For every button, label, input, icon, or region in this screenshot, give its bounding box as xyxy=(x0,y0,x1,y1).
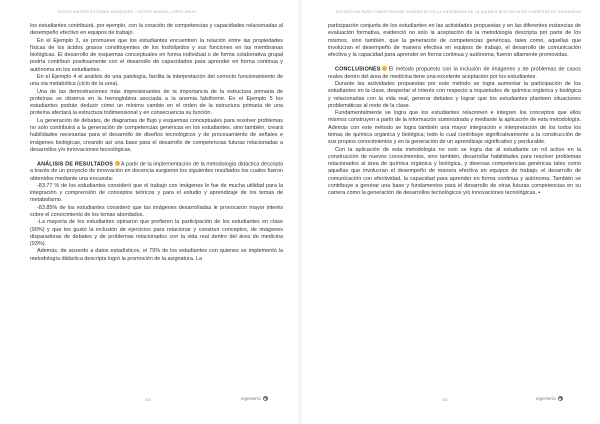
yellow-circle-icon xyxy=(382,66,387,71)
section-lead-text: El método propuesto con la inclusión de imágenes y de problemas de casos reales dentro del área de medicina tiene una excelente aceptación por los estudiantes. xyxy=(328,66,581,80)
right-page xyxy=(300,0,600,424)
left-page-number: 000 xyxy=(145,398,151,402)
right-body-text xyxy=(328,23,581,197)
body-paragraph: La generación de debates, de diagramas de flujo y esquemas conceptuales para resolver problemas no solo contribuirá a la generación de competencias genéricas en los estudiantes, sino también, creará habilidades necesarias para el desarrollo de diseños tecnológicos y de procesamiento de señales e imágenes biológicas, creando así una base para el desarrollo de competencias futuras relacionadas a desarrollos y/o innovaciones tecnológicas. xyxy=(30,117,283,153)
section-paragraph-conclusiones xyxy=(328,66,581,81)
body-paragraph: Además, de acuerdo a datos estadísticos, el 79% de los estudiantes con quienes se implementó la metodología didáctica descripta logró la promoción de la asignatura. La xyxy=(30,248,283,262)
body-paragraph: En el Ejemplo 3, se promueve que los estudiantes encuentren la relación entre las propiedades físicas de los ácidos grasos constituyentes de los fosfolípidos y sus funciones en las membranas biológicas. El desarrollo de esquemas conceptuales en forma individual o de forma colaborativa grupal podría contribuir positivamente con el desarrollo de capacidades para aprender en forma continua y autónoma en los estudiantes. xyxy=(30,37,283,73)
result-item: -La mayoría de los estudiantes opinaron que prefieren la participación de los estudiantes en clase (90%) y que les gustó la inclusión de ejercicios para relacionar y construir conceptos, de imágenes disparadoras de debates y de problemas relacionados con la vida real dentro del área de medicina (93%). xyxy=(30,219,283,248)
left-journal-footer xyxy=(241,396,268,401)
right-running-head: ESTRATEGIA PARA COMPETENCIAS GENÉRICAS EN LA ENSEÑANZA DE LA QUÍMICA BIOLÓGICA EN CARRERAS DE INGENIERÍA xyxy=(336,10,582,14)
journal-name: Ingeniería xyxy=(241,396,261,401)
section-heading-conclusiones: CONCLUSIONES xyxy=(335,66,381,73)
result-item: -83.77 % de los estudiantes consideró que el trabajo con imágenes le fue de mucha utilidad para la integración y comprensión de conceptos teóricos y para el estudio y aprendizaje de los temas de metabolismo. xyxy=(30,182,283,204)
journal-circle-logo-icon xyxy=(263,396,268,401)
right-journal-footer xyxy=(536,396,563,401)
left-body-text xyxy=(30,23,283,263)
body-paragraph: Fundamentalmente se logra que los estudiantes relacionen e integren los conceptos que ellos mismos construyen a partir de la información suministrada y mediante la aplicación de esta metodología. Además con este método se logra también una mayor integración e interpretación de los todos los temas de química orgánica y biológica; todo lo cual contribuye significativamente a la construcción de sus propios conocimientos y en la generación de un aprendizaje significativo y perdurable. xyxy=(328,110,581,146)
result-item: -83.85% de los estudiantes consideró que las imágenes desarrolladas le provocaron mayor interés sobre el conocimiento de los temas abordados. xyxy=(30,204,283,219)
body-paragraph: En el Ejemplo 4 el análisis de una patología, facilita la interpretación del correcto funcionamiento de una vía metabólica (ciclo de la urea). xyxy=(30,73,283,88)
right-page-number: 000 xyxy=(442,398,448,402)
yellow-circle-icon xyxy=(115,161,120,166)
section-lead-text: A partir de la implementación de la metodología didáctica descripta a través de un proyecto de innovación en docencia surgieron los siguientes resultados los cuales fueron obtenidos mediante una encuesta: xyxy=(30,161,283,182)
left-running-head: PEDRO ANDRÉS ESCOBAR MOSQUERA · VÍCTOR MANUEL LÓPEZ ARIAS xyxy=(58,10,197,14)
journal-circle-logo-icon xyxy=(558,396,563,401)
body-paragraph: Durante las actividades propuestas por este método se logra aumentar la participación de los estudiantes en la clase, despertar el interés con respecto a inquietudes de química orgánica y biológica y relacionarlas con la vida real, generar debates y lograr que los estudiantes planteen situaciones problemáticas al resto de la clase. xyxy=(328,80,581,109)
journal-name: Ingeniería xyxy=(536,396,556,401)
section-heading-analisis: ANÁLISIS DE RESULTADOS xyxy=(37,161,114,168)
body-paragraph: participación conjunta de los estudiantes en las actividades propuestas y en las diferentes instancias de evaluación formativa, evidenció no solo la aceptación de la metodología descripta por parte de los mismos, sino también, que la generación de competencias genéricas, tales como, aquellas que involucran el desempeño de manera efectiva en equipos de trabajo, el desarrollo de comunicación efectiva y la capacidad para aprender en forma continua y autónoma, fueron altamente promovidas. xyxy=(328,23,581,59)
body-paragraph: Con la aplicación de esta metodología no solo se logra dar al estudiante un rol activo en la construcción de nuevos conocimientos, sino también, desarrollar habilidades para resolver problemas relacionados al área de química orgánica y biológica, y diversas competencias genéricas tales como aquellas que involucran el desempeño de manera efectiva en equipos de trabajo, el desarrollo de comunicación con efectividad, la capacidad para aprender en forma continua y autónoma. También se contribuye a generar una base y fundamentos para el desarrollo de otras futuras competencias en su carrera como la generación de desarrollos tecnológicos y/o innovaciones tecnológicas. ▪ xyxy=(328,146,581,197)
section-paragraph-analisis xyxy=(30,161,283,183)
body-paragraph: los estudiantes contribuirá, por ejemplo, con la creación de competencias y capacidades relacionadas al desempeño efectivo en equipos de trabajo. xyxy=(30,23,283,37)
body-paragraph: Una de las demostraciones más impresionantes de la importancia de la estructura primaria de proteínas se observa en la hemoglobina asociada a la anemia falsiforme. En el Ejemplo 5 los estudiantes podrán deducir cómo un mínimo cambio en el orden de la estructura primaria de una proteína afectará la estructura tridimensional y en consecuencia su función. xyxy=(30,88,283,117)
